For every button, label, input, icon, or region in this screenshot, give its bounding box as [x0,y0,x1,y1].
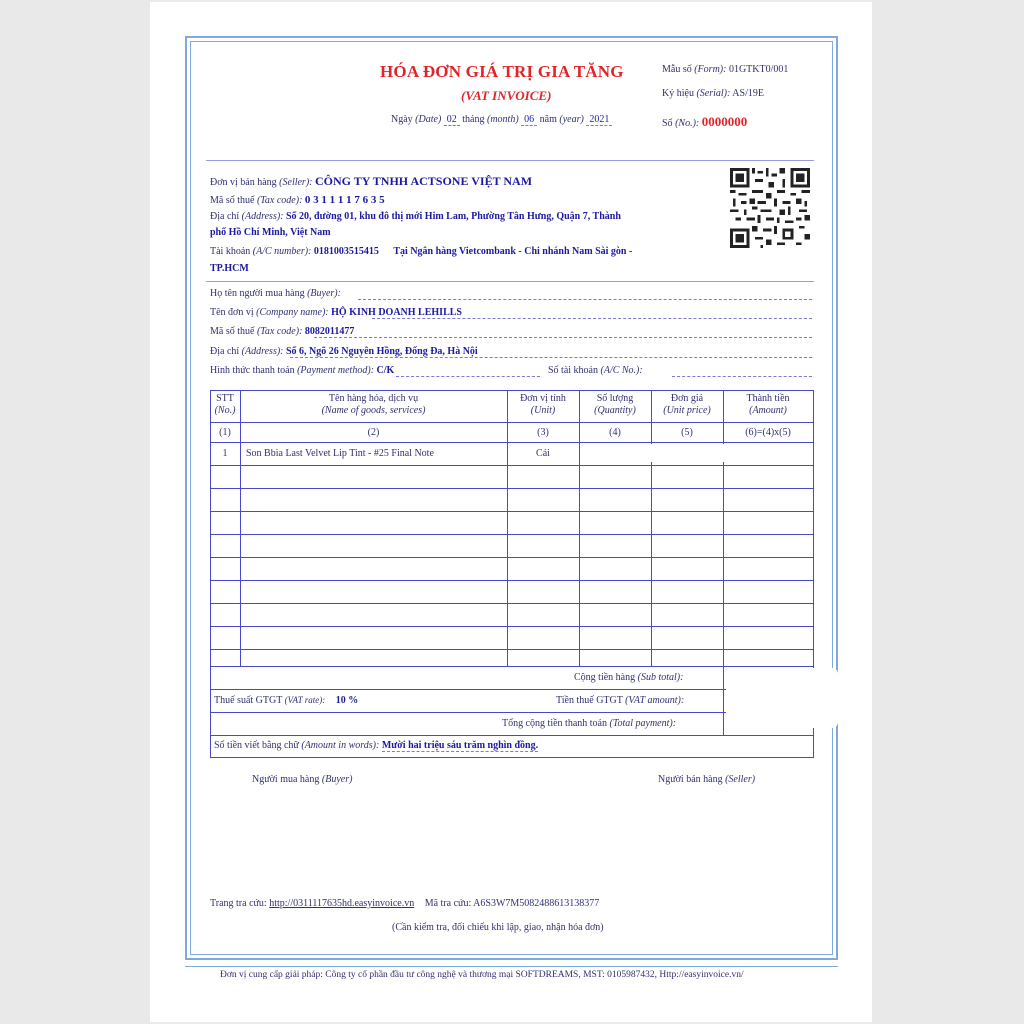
buyer-tax-dots [314,337,812,338]
amount-in-words: Mười hai triệu sáu trăm nghìn đồng. [381,740,539,751]
lookup-row: Trang tra cứu: http://0311117635hd.easyinvoice.vn Mã tra cứu: A6S3W7M5082488613138377 [210,898,600,909]
vat-amount-label: Tiền thuế GTGT (VAT amount): [556,695,685,706]
date-day: 02 [444,114,460,126]
col-header-quantity: Số lượng (Quantity) [594,393,636,416]
buyer-name-row: Họ tên người mua hàng (Buyer): [210,288,341,299]
payment-dots [396,376,540,377]
buyer-account-dots [672,376,812,377]
col-header-unit: Đơn vị tính (Unit) [520,393,566,416]
seller-divider [206,281,814,282]
seller-account: 0181003515415 [313,246,379,257]
buyer-name-dots [358,299,812,300]
seller-name-row: Đơn vị bán hàng (Seller): CÔNG TY TNHH ACTSONE VIỆT NAM [210,174,533,188]
date-line: Ngày (Date) 02 tháng (month) 06 năm (year) 2021 [391,114,612,125]
col-num-1: (1) [219,427,231,438]
footer-divider [185,966,838,967]
buyer-address-dots [290,357,812,358]
seller-bank-line1: Tại Ngân hàng Vietcombank - Chi nhánh Nam Sài gòn - [393,246,633,257]
payment-method: C/K [376,365,395,376]
buyer-tax-row: Mã số thuế (Tax code): 8082011477 [210,326,355,337]
date-year: 2021 [586,114,612,126]
seller-account-row: Tài khoản (A/C number): 0181003515415 Tại Ngân hàng Vietcombank - Chi nhánh Nam Sài gòn - [210,246,633,257]
seller-name: CÔNG TY TNHH ACTSONE VIỆT NAM [315,174,533,188]
buyer-account-row: Số tài khoản (A/C No.): [548,365,643,376]
col-num-3: (3) [537,427,549,438]
lookup-url-link[interactable]: http://0311117635hd.easyinvoice.vn [269,898,415,909]
seller-address-row: Địa chỉ (Address): Số 20, đường 01, khu đô thị mới Him Lam, Phường Tân Hưng, Quận 7, Thành [210,211,621,222]
buyer-company-row: Tên đơn vị (Company name): HỘ KINH DOANH LEHILLS [210,307,462,318]
footer-provider: Đơn vị cung cấp giải pháp: Công ty cổ phần đầu tư công nghệ và thương mại SOFTDREAMS, MST: 0105987432, Http://easyinvoice.vn/ [220,970,744,980]
serial-number: Ký hiệu (Serial): AS/19E [662,88,764,99]
col-header-no: STT (No.) [214,393,236,416]
row-1-unit: Cái [536,448,550,459]
lookup-note: (Cần kiểm tra, đối chiếu khi lập, giao, nhận hóa đơn) [392,922,604,933]
buyer-company: HỘ KINH DOANH LEHILLS [331,307,462,318]
col-header-unit-price: Đơn giá (Unit price) [663,393,711,416]
qr-code [730,168,810,248]
invoice-title: HÓA ĐƠN GIÁ TRỊ GIA TĂNG [380,62,624,81]
vat-rate-row: Thuế suất GTGT (VAT rate): 10 % [214,695,359,706]
payment-row: Hình thức thanh toán (Payment method): C/K [210,365,395,376]
buyer-company-dots [372,318,812,319]
date-month: 06 [521,114,537,126]
col-header-name: Tên hàng hóa, dịch vụ (Name of goods, services) [321,393,426,416]
col-num-6: (6)=(4)x(5) [745,427,791,438]
seller-address-line2: phố Hồ Chí Minh, Việt Nam [210,227,331,238]
subtotal-label: Cộng tiền hàng (Sub total): [574,672,684,683]
total-payment-label: Tổng cộng tiền thanh toán (Total payment): [502,718,677,729]
seller-signature-label: Người bán hàng (Seller) [658,774,756,785]
row-1-no: 1 [222,448,228,459]
col-num-2: (2) [367,427,380,438]
invoice-subtitle: (VAT INVOICE) [461,88,552,103]
redacted-amounts [726,668,838,728]
seller-bank-line2: TP.HCM [210,263,249,274]
lookup-code: A6S3W7M5082488613138377 [473,898,600,909]
header-divider [206,160,814,161]
col-num-5: (5) [681,427,693,438]
amount-in-words-row: Số tiền viết bằng chữ (Amount in words): Mười hai triệu sáu trăm nghìn đồng. [214,740,539,751]
seller-tax-row: Mã số thuế (Tax code): 0 3 1 1 1 1 7 6 3 5 [210,194,385,206]
form-number: Mẫu số (Form): 01GTKT0/001 [662,64,789,75]
buyer-address-row: Địa chỉ (Address): Số 6, Ngõ 26 Nguyên Hồng, Đống Đa, Hà Nội [210,346,478,357]
vat-rate: 10 % [335,695,359,706]
row-1-name: Son Bbia Last Velvet Lip Tint - #25 Final Note [246,448,434,459]
buyer-tax-code: 8082011477 [304,326,355,337]
col-header-amount: Thành tiền (Amount) [746,393,790,416]
buyer-address: Số 6, Ngõ 26 Nguyên Hồng, Đống Đa, Hà Nội [286,346,478,357]
buyer-signature-label: Người mua hàng (Buyer) [252,774,353,785]
seller-address-line1: Số 20, đường 01, khu đô thị mới Him Lam, Phường Tân Hưng, Quận 7, Thành [286,211,621,222]
col-num-4: (4) [609,427,621,438]
invoice-number: Số (No.): 0000000 [662,114,748,129]
seller-tax-code: 0 3 1 1 1 1 7 6 3 5 [304,194,385,206]
redacted-row-values [582,444,752,462]
